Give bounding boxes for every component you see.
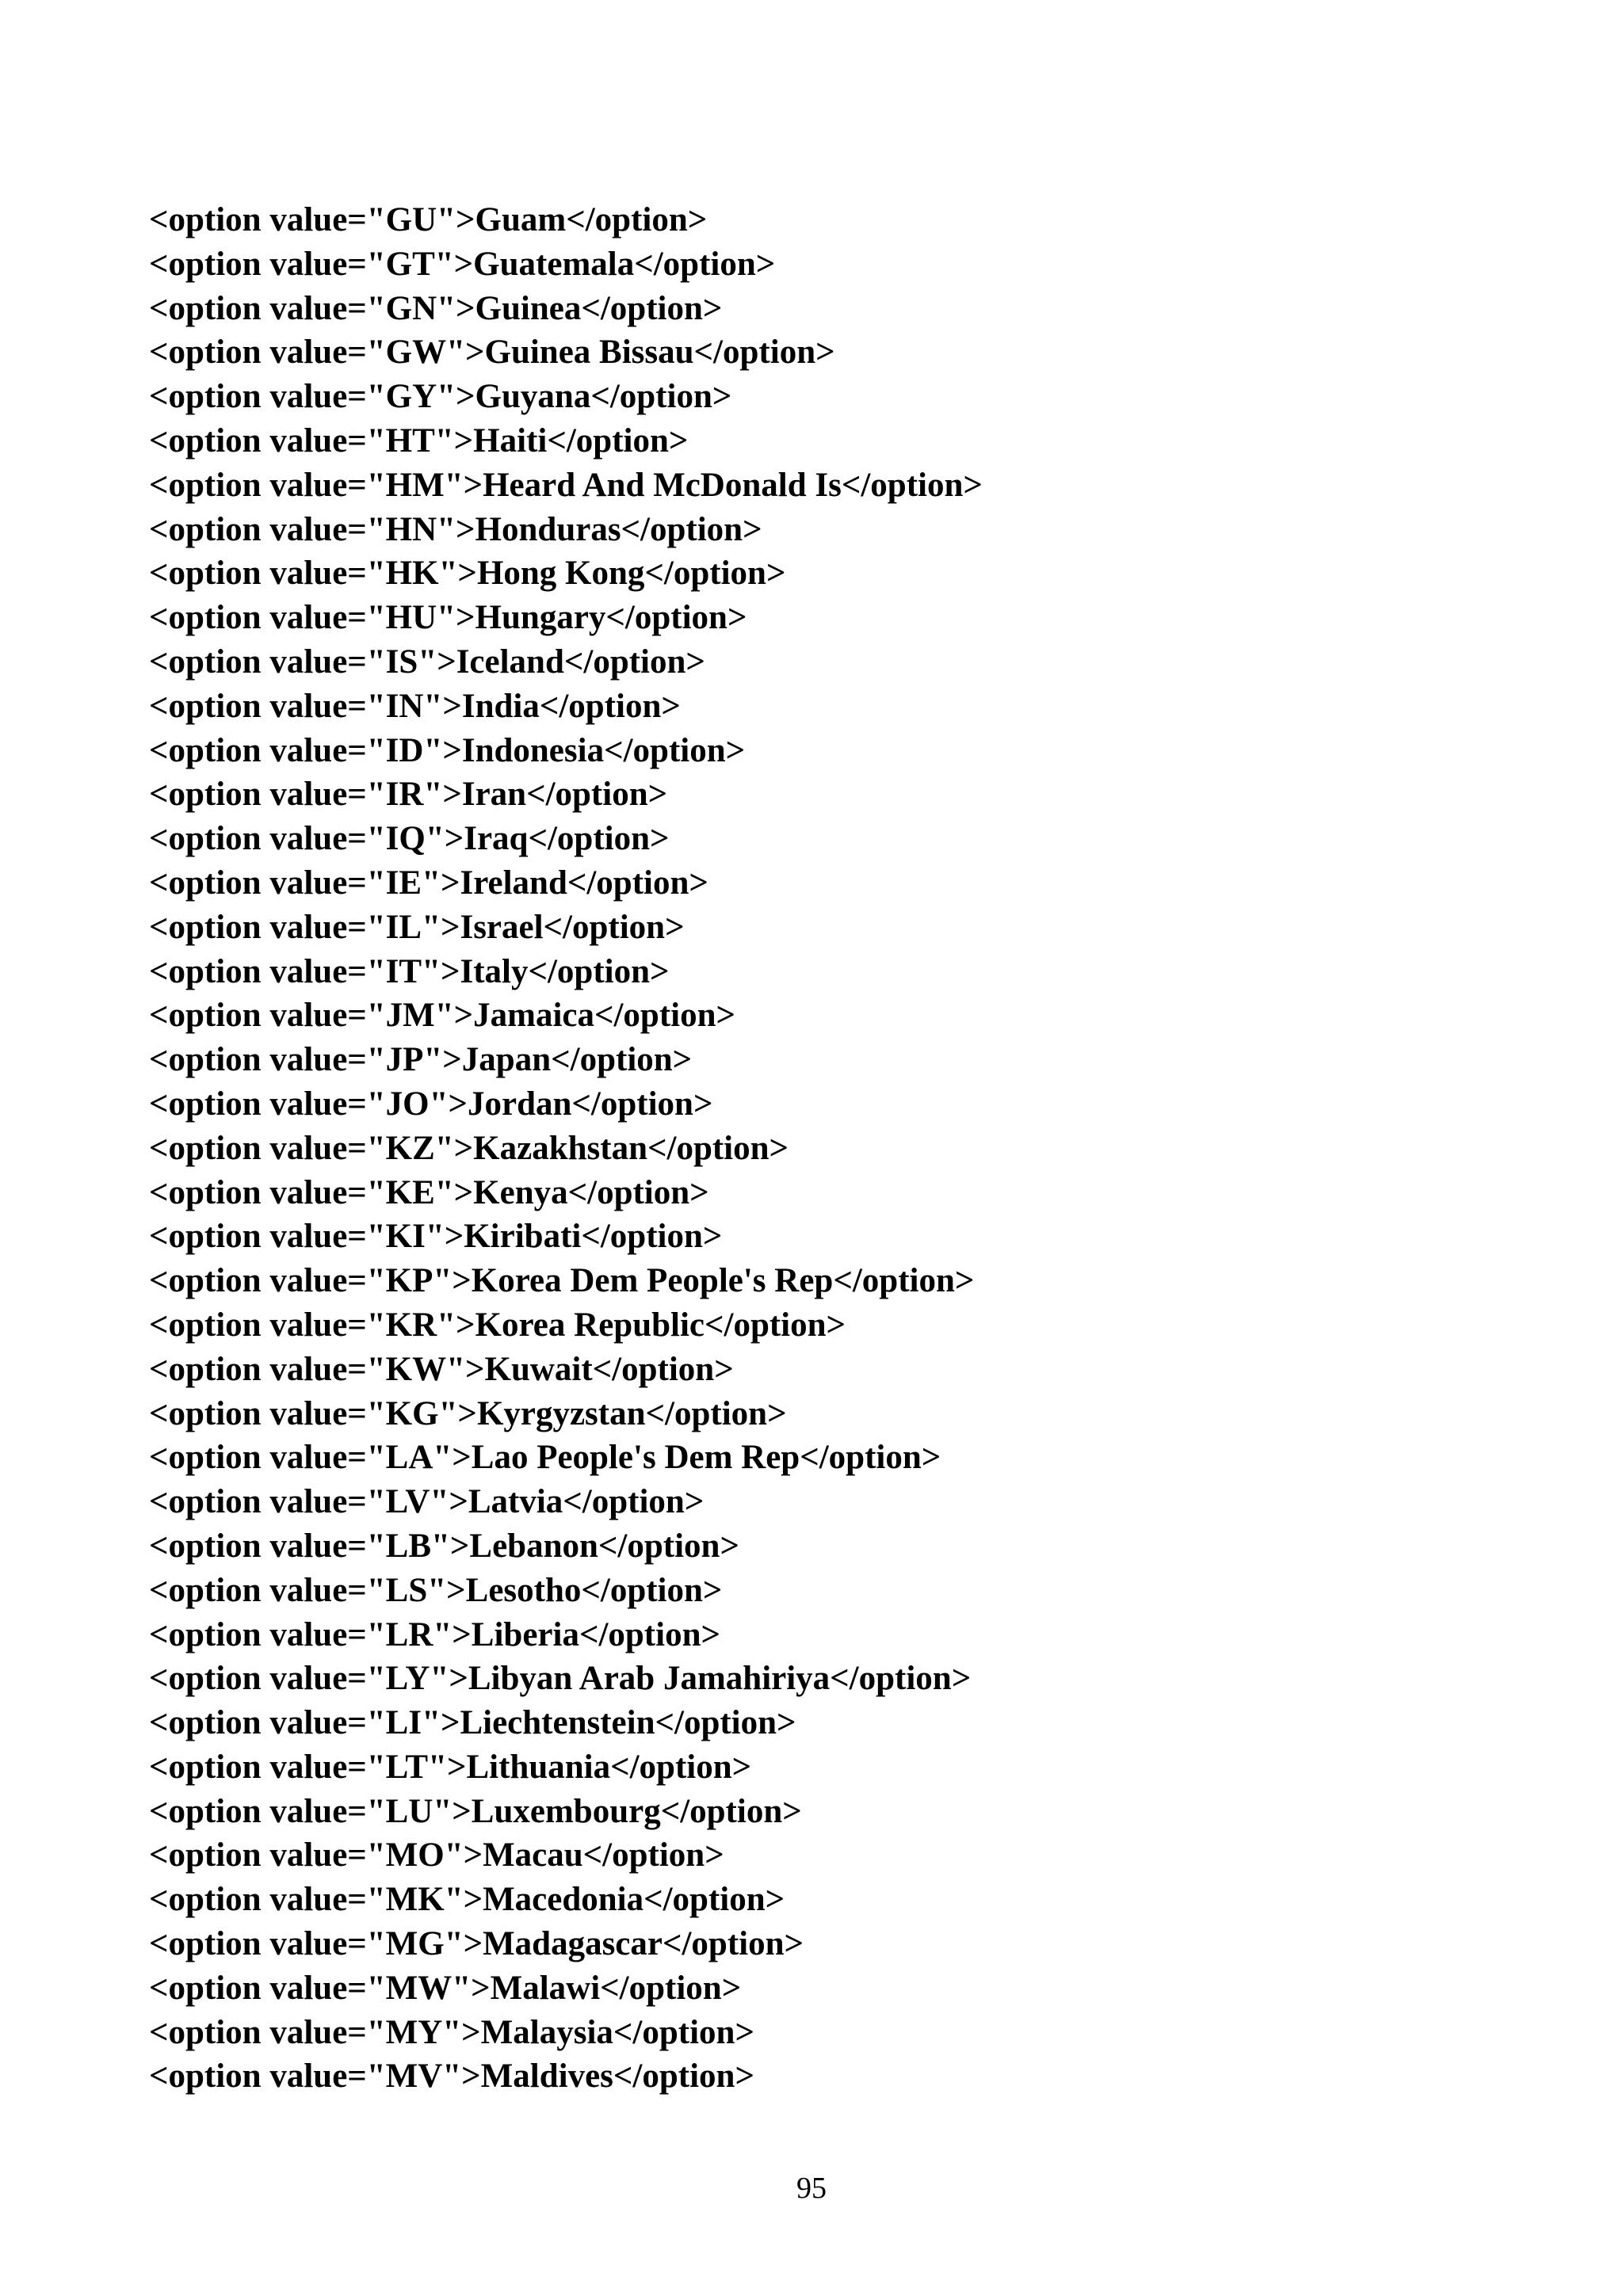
code-line: <option value="LI">Liechtenstein</option> [149, 1704, 796, 1742]
code-line: <option value="IQ">Iraq</option> [149, 820, 670, 858]
code-line: <option value="GY">Guyana</option> [149, 378, 732, 416]
code-line: <option value="HN">Honduras</option> [149, 510, 762, 548]
code-line: <option value="IN">India</option> [149, 687, 681, 725]
code-line: <option value="GU">Guam</option> [149, 201, 708, 238]
code-line: <option value="IR">Iran</option> [149, 776, 668, 814]
page-number: 95 [796, 2172, 827, 2205]
code-line: <option value="LY">Libyan Arab Jamahiriya</option> [149, 1660, 972, 1698]
code-line: <option value="GT">Guatemala</option> [149, 245, 776, 283]
code-line: <option value="KW">Kuwait</option> [149, 1350, 734, 1388]
code-line: <option value="JO">Jordan</option> [149, 1085, 713, 1123]
code-line: <option value="HM">Heard And McDonald Is</option> [149, 466, 983, 504]
code-line: <option value="MG">Madagascar</option> [149, 1925, 804, 1963]
code-listing [149, 198, 983, 2099]
code-line: <option value="MW">Malawi</option> [149, 1969, 742, 2007]
code-line: <option value="MK">Macedonia</option> [149, 1881, 785, 1919]
code-line: <option value="KG">Kyrgyzstan</option> [149, 1394, 787, 1432]
code-line: <option value="JP">Japan</option> [149, 1041, 693, 1079]
code-line: <option value="IE">Ireland</option> [149, 864, 708, 902]
code-line: <option value="KZ">Kazakhstan</option> [149, 1129, 789, 1167]
code-line: <option value="KP">Korea Dem People's Rep</option> [149, 1262, 975, 1300]
code-line: <option value="MO">Macau</option> [149, 1836, 724, 1875]
code-line: <option value="IS">Iceland</option> [149, 643, 705, 681]
code-line: <option value="GW">Guinea Bissau</option> [149, 334, 835, 372]
code-line: <option value="KI">Kiribati</option> [149, 1218, 723, 1256]
code-line: <option value="JM">Jamaica</option> [149, 997, 736, 1035]
code-line: <option value="LS">Lesotho</option> [149, 1571, 723, 1609]
code-line: <option value="HT">Haiti</option> [149, 421, 689, 460]
code-line: <option value="LT">Lithuania</option> [149, 1748, 752, 1786]
code-line: <option value="KR">Korea Republic</option> [149, 1306, 846, 1344]
code-line: <option value="LA">Lao People's Dem Rep</option> [149, 1439, 941, 1477]
code-line: <option value="MV">Maldives</option> [149, 2058, 754, 2096]
code-line: <option value="IT">Italy</option> [149, 952, 670, 990]
code-line: <option value="KE">Kenya</option> [149, 1173, 709, 1211]
code-line: <option value="GN">Guinea</option> [149, 289, 723, 327]
code-line: <option value="MY">Malaysia</option> [149, 2013, 754, 2051]
code-line: <option value="ID">Indonesia</option> [149, 731, 746, 769]
code-line: <option value="HU">Hungary</option> [149, 599, 747, 637]
code-line: <option value="LV">Latvia</option> [149, 1483, 705, 1521]
code-line: <option value="HK">Hong Kong</option> [149, 555, 786, 593]
code-line: <option value="IL">Israel</option> [149, 908, 685, 946]
code-line: <option value="LR">Liberia</option> [149, 1615, 720, 1653]
code-line: <option value="LU">Luxembourg</option> [149, 1792, 802, 1830]
code-line: <option value="LB">Lebanon</option> [149, 1527, 739, 1565]
